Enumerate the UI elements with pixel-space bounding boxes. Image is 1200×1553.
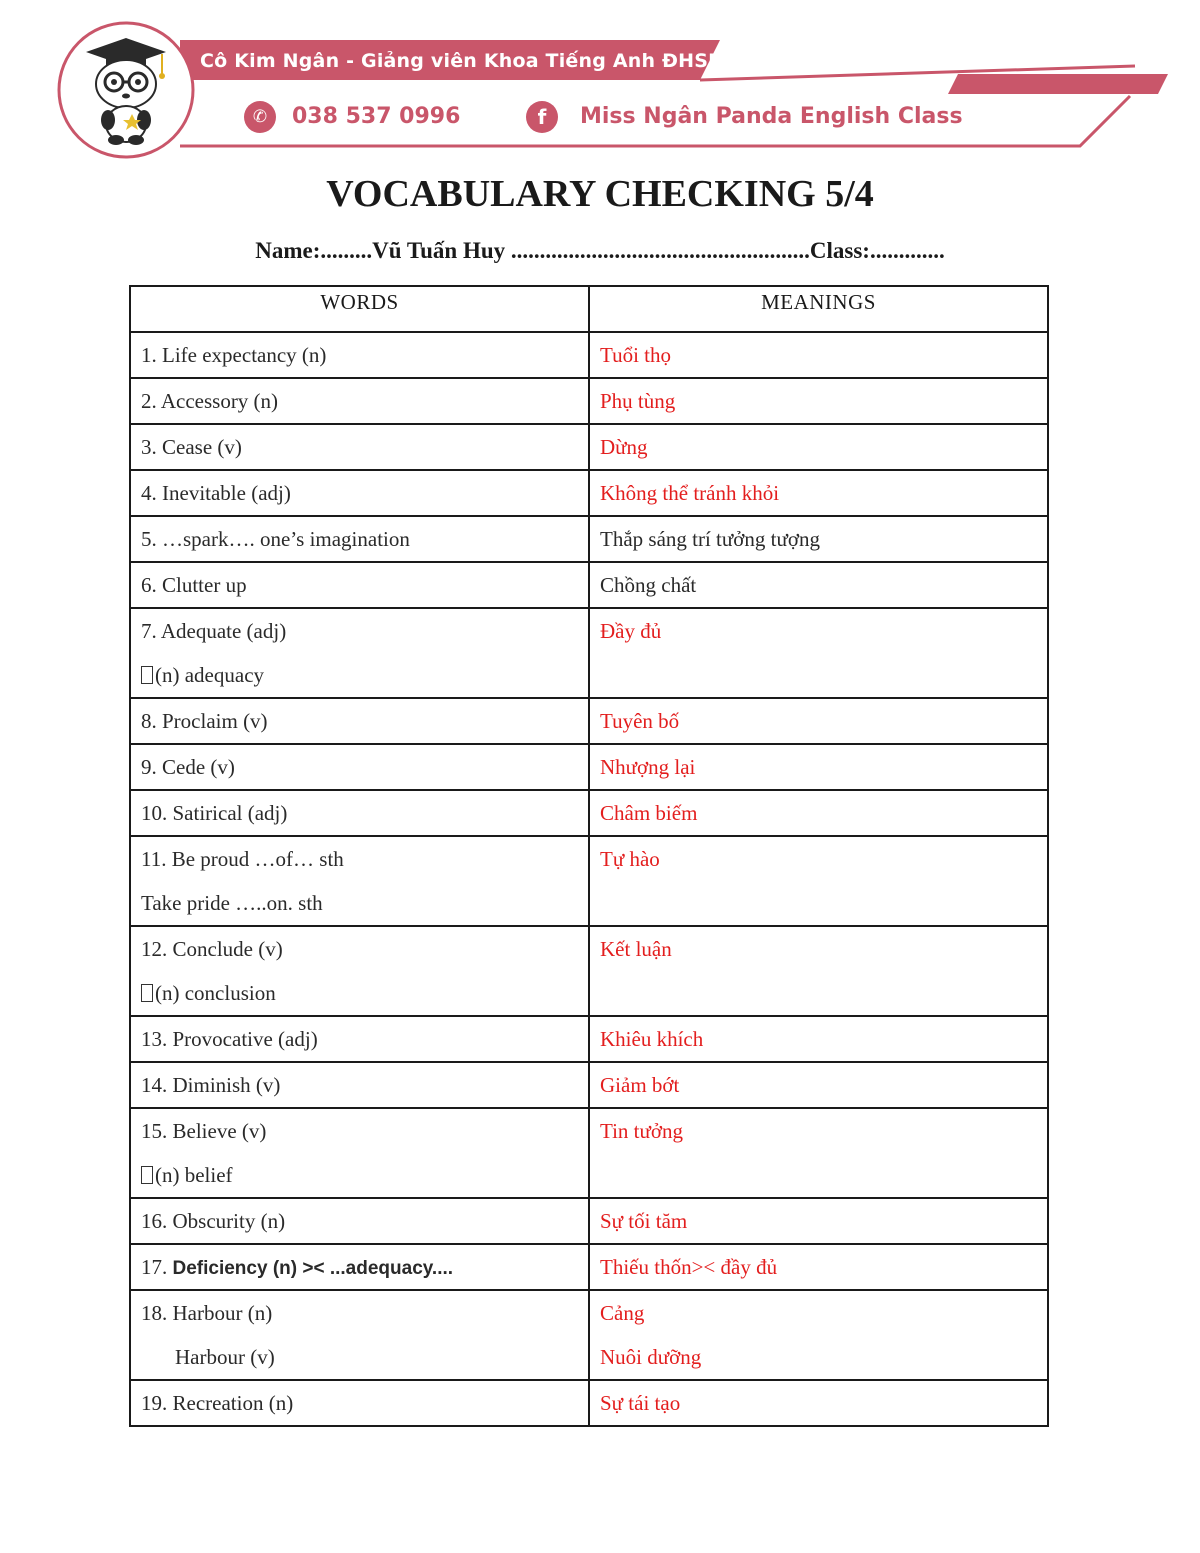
word-derivative-line xyxy=(141,1153,578,1197)
meaning-text: Sự tái tạo xyxy=(600,1391,681,1415)
word-cell xyxy=(130,1062,589,1108)
meaning-text: Giảm bớt xyxy=(600,1073,680,1097)
table-row xyxy=(130,1244,1048,1290)
word-derivative: (n) adequacy xyxy=(155,663,265,687)
word-text: 4. Inevitable (adj) xyxy=(141,481,291,505)
word-text: 15. Believe (v) xyxy=(141,1119,267,1143)
arrow-placeholder-icon xyxy=(141,1166,153,1184)
meaning-cell xyxy=(589,1108,1048,1198)
word-text: 19. Recreation (n) xyxy=(141,1391,294,1415)
header-banner xyxy=(0,0,1200,170)
word-derivative: (n) belief xyxy=(155,1163,233,1187)
meaning-text: Tự hào xyxy=(600,847,660,871)
word-text: 6. Clutter up xyxy=(141,573,247,597)
meaning-cell xyxy=(589,332,1048,378)
meaning-text: Đầy đủ xyxy=(600,619,662,643)
meaning-text: Kết luận xyxy=(600,937,672,961)
word-cell xyxy=(130,1244,589,1290)
word-text: 3. Cease (v) xyxy=(141,435,242,459)
word-text: 5. …spark…. one’s imagination xyxy=(141,527,410,551)
word-cell xyxy=(130,562,589,608)
word-text: 14. Diminish (v) xyxy=(141,1073,281,1097)
word-number: 17. xyxy=(141,1255,173,1279)
table-row xyxy=(130,516,1048,562)
word-text: 9. Cede (v) xyxy=(141,755,235,779)
word-text: Harbour (v) xyxy=(175,1345,275,1369)
meaning-text: Khiêu khích xyxy=(600,1027,704,1051)
word-cell xyxy=(130,1016,589,1062)
vocabulary-table xyxy=(129,285,1049,1427)
meaning-text: Thắp sáng trí tưởng tượng xyxy=(600,527,820,551)
word-derivative-line xyxy=(141,653,578,697)
table-row xyxy=(130,744,1048,790)
table-row xyxy=(130,836,1048,926)
word-cell xyxy=(130,378,589,424)
meaning-cell xyxy=(589,1198,1048,1244)
meaning-cell xyxy=(589,562,1048,608)
meaning-text: Không thể tránh khỏi xyxy=(600,481,780,505)
meaning-text: Dừng xyxy=(600,435,648,459)
meaning-cell xyxy=(589,698,1048,744)
word-derivative-line xyxy=(141,971,578,1015)
meaning-cell xyxy=(589,1016,1048,1062)
table-row xyxy=(130,1016,1048,1062)
word-cell xyxy=(130,1198,589,1244)
table-row xyxy=(130,926,1048,1016)
meaning-text: Châm biếm xyxy=(600,801,698,825)
meaning-text: Phụ tùng xyxy=(600,389,676,413)
word-text: Take pride …..on. sth xyxy=(141,891,323,915)
banner-title: Cô Kim Ngân - Giảng viên Khoa Tiếng Anh ĐHSPHN xyxy=(200,50,755,72)
meaning-text: Nuôi dưỡng xyxy=(600,1345,702,1369)
table-row xyxy=(130,698,1048,744)
panda-mascot-icon xyxy=(80,34,172,146)
table-row xyxy=(130,1380,1048,1426)
table-row xyxy=(130,1290,1048,1380)
word-text: 13. Provocative (adj) xyxy=(141,1027,318,1051)
meaning-cell xyxy=(589,1380,1048,1426)
arrow-placeholder-icon xyxy=(141,666,153,684)
word-text-line xyxy=(141,1245,578,1289)
facebook-page-name: Miss Ngân Panda English Class xyxy=(580,104,963,129)
table-header-row xyxy=(130,286,1048,332)
table-row xyxy=(130,1108,1048,1198)
word-cell xyxy=(130,470,589,516)
name-class-line: Name:.........Vũ Tuấn Huy ....................................................Class:............. xyxy=(255,238,945,263)
meaning-cell xyxy=(589,1244,1048,1290)
word-cell xyxy=(130,516,589,562)
word-derivative: (n) conclusion xyxy=(155,981,276,1005)
word-cell xyxy=(130,424,589,470)
meaning-cell xyxy=(589,744,1048,790)
meaning-cell xyxy=(589,836,1048,926)
word-cell xyxy=(130,790,589,836)
table-row xyxy=(130,608,1048,698)
meaning-cell xyxy=(589,608,1048,698)
meaning-text: Thiếu thốn>< đầy đủ xyxy=(600,1255,778,1279)
meaning-cell xyxy=(589,1062,1048,1108)
phone-icon: ✆ xyxy=(244,101,276,133)
meaning-text: Tuyên bố xyxy=(600,709,680,733)
word-cell xyxy=(130,332,589,378)
header-words: WORDS xyxy=(130,286,589,332)
word-cell xyxy=(130,836,589,926)
word-text: 7. Adequate (adj) xyxy=(141,619,287,643)
meaning-cell xyxy=(589,926,1048,1016)
meaning-cell xyxy=(589,516,1048,562)
meaning-cell xyxy=(589,1290,1048,1380)
meaning-text: Cảng xyxy=(600,1301,645,1325)
meaning-cell xyxy=(589,424,1048,470)
word-cell xyxy=(130,698,589,744)
meaning-cell xyxy=(589,470,1048,516)
word-cell xyxy=(130,1380,589,1426)
meaning-text: Sự tối tăm xyxy=(600,1209,688,1233)
meaning-cell xyxy=(589,378,1048,424)
table-row xyxy=(130,470,1048,516)
facebook-icon: f xyxy=(526,101,558,133)
meaning-text: Tuổi thọ xyxy=(600,343,672,367)
word-text: 10. Satirical (adj) xyxy=(141,801,288,825)
word-text: 18. Harbour (n) xyxy=(141,1301,273,1325)
arrow-placeholder-icon xyxy=(141,984,153,1002)
table-row xyxy=(130,332,1048,378)
meaning-text: Chồng chất xyxy=(600,573,697,597)
word-cell xyxy=(130,1290,589,1380)
word-cell xyxy=(130,608,589,698)
word-cell xyxy=(130,926,589,1016)
table-row xyxy=(130,424,1048,470)
word-text: 8. Proclaim (v) xyxy=(141,709,268,733)
banner-graphic xyxy=(0,0,1200,170)
word-text: 16. Obscurity (n) xyxy=(141,1209,286,1233)
meaning-text: Tin tưởng xyxy=(600,1119,683,1143)
table-row xyxy=(130,562,1048,608)
table-row xyxy=(130,790,1048,836)
meaning-text: Nhượng lại xyxy=(600,755,696,779)
word-cell xyxy=(130,744,589,790)
table-row xyxy=(130,1062,1048,1108)
meaning-cell xyxy=(589,790,1048,836)
phone-number: 038 537 0996 xyxy=(292,104,461,129)
document-title: VOCABULARY CHECKING 5/4 xyxy=(326,173,874,215)
word-bold-text: Deficiency (n) >< ...adequacy.... xyxy=(172,1258,454,1279)
word-text: 1. Life expectancy (n) xyxy=(141,343,327,367)
word-text: 2. Accessory (n) xyxy=(141,389,279,413)
word-text: 11. Be proud …of… sth xyxy=(141,847,344,871)
header-meanings: MEANINGS xyxy=(589,286,1048,332)
word-cell xyxy=(130,1108,589,1198)
table-row xyxy=(130,378,1048,424)
table-row xyxy=(130,1198,1048,1244)
word-text: 12. Conclude (v) xyxy=(141,937,283,961)
